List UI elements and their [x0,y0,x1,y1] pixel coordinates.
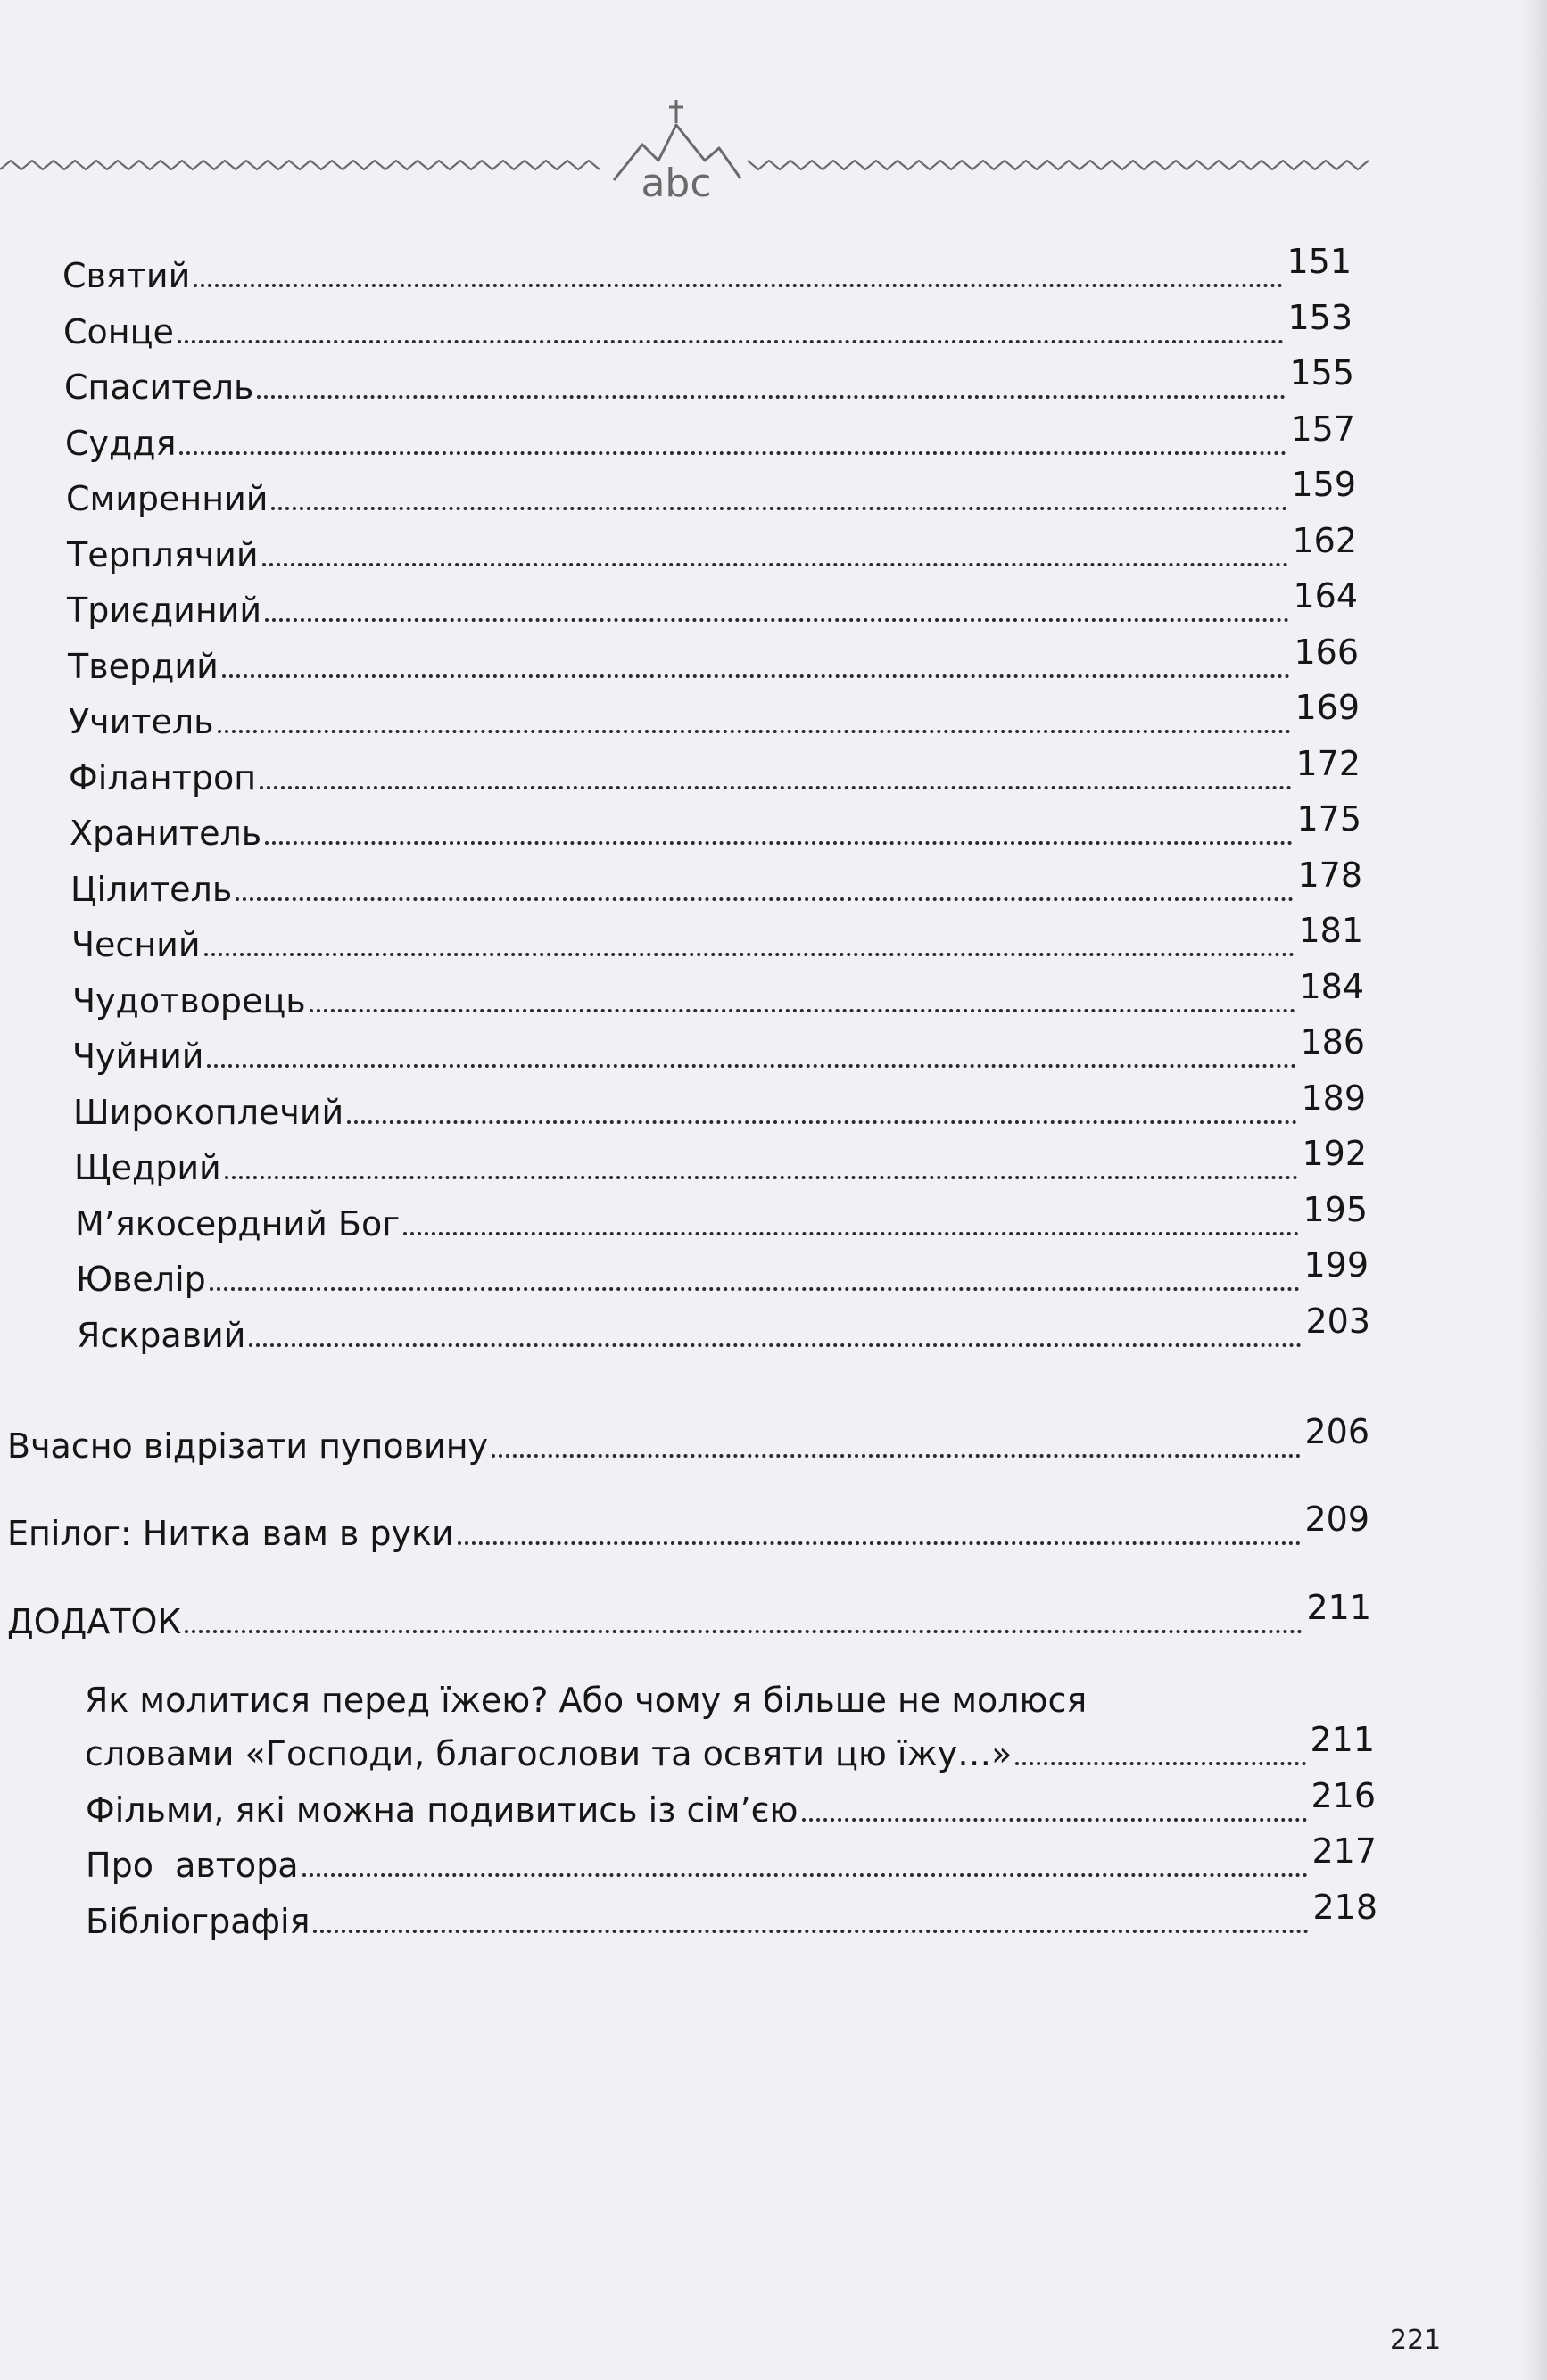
dot-leader [178,340,1285,343]
toc-section-title: ДОДАТОК [7,1602,182,1641]
toc-entry-page: 186 [1300,1022,1365,1062]
dot-leader [458,1541,1302,1545]
appendix-item-title: Бібліографія [86,1902,310,1941]
toc-entry[interactable] [69,688,1360,743]
dot-leader [802,1818,1308,1822]
toc-entry-title: Твердий [68,647,219,686]
appendix-prayer-page: 211 [1310,1720,1375,1759]
dot-leader [207,1064,1296,1068]
toc-entry[interactable] [64,353,1354,409]
toc-entry-page: 178 [1297,855,1362,895]
toc-entry-title: Яскравий [77,1316,246,1355]
toc-entry[interactable] [67,521,1357,576]
toc-entry-title: Триєдиний [67,591,262,630]
toc-entry-page: 203 [1305,1302,1370,1341]
dot-leader [302,1873,1309,1877]
toc-entry-title: Хранитель [70,814,262,853]
toc-entry-page: 195 [1303,1190,1368,1229]
toc-entry[interactable] [70,855,1362,911]
appendix-prayer-entry[interactable] [85,1720,1375,1775]
appendix-prayer-line2: словами «Господи, благослови та освяти цю їжу…» [85,1734,1013,1773]
toc-entry-title: Суддя [65,424,177,463]
toc-section-page: 206 [1304,1412,1369,1451]
dot-leader [249,1343,1302,1347]
dot-leader [313,1930,1309,1933]
toc-entry-page: 189 [1301,1078,1366,1118]
toc-entry[interactable] [70,799,1361,855]
dot-leader [1015,1762,1306,1765]
toc-entry-title: Смиренний [66,479,269,518]
toc-entry[interactable] [74,1134,1367,1189]
appendix-item-page: 217 [1311,1831,1377,1871]
toc-entry-title: Терплячий [67,535,259,574]
toc-entry[interactable] [73,1078,1366,1134]
toc-entry-page: 162 [1292,521,1357,560]
toc-entry[interactable] [67,576,1358,632]
toc-entry[interactable] [77,1302,1370,1357]
toc-entry[interactable] [68,632,1359,688]
dot-leader [225,1176,1299,1179]
toc-entry-page: 151 [1286,242,1352,281]
toc-section-entry[interactable] [7,1588,1371,1643]
toc-section-page: 211 [1306,1588,1371,1627]
appendix-prayer-line1: Як молитися перед їжею? Або чому я більше не молюся [85,1681,1088,1720]
toc-section-entry[interactable] [7,1500,1369,1555]
toc-section-title: Вчасно відрізати пуповину [7,1426,489,1466]
toc-entry-title: Чудотворець [72,981,306,1021]
dot-leader [310,1009,1296,1012]
dot-leader [265,841,1293,845]
toc-entry-title: Чесний [71,925,201,964]
toc-entry-page: 192 [1302,1134,1367,1173]
toc-entry-page: 153 [1287,298,1353,337]
toc-entry-page: 175 [1296,799,1361,839]
dot-leader [210,1287,1301,1291]
toc-section-page: 209 [1304,1500,1369,1539]
dot-leader [179,451,1286,455]
dot-leader [185,1630,1303,1633]
toc-entry[interactable] [63,298,1353,353]
toc-section-title: Епілог: Нитка вам в руки [7,1514,454,1553]
toc-entry-page: 169 [1295,688,1360,727]
toc-entry[interactable] [72,1022,1365,1078]
toc-entry-page: 166 [1294,632,1359,672]
toc-entry-page: 155 [1289,353,1354,393]
dot-leader [271,507,1287,510]
dot-leader [262,563,1289,566]
page-number: 221 [1390,2325,1442,2356]
toc-entry-title: Сонце [63,312,174,351]
toc-entry-title: Широкоплечий [73,1093,344,1132]
toc-entry-title: М’якосердний Бог [75,1204,401,1244]
toc-section-entry[interactable] [7,1412,1369,1467]
toc-entry-page: 199 [1303,1245,1369,1285]
toc-entry-page: 184 [1299,967,1364,1006]
appendix-item-title: Фільми, які можна подивитись із сім’єю [86,1790,798,1830]
toc-entry[interactable] [62,242,1352,297]
dot-leader [265,618,1289,622]
toc-entry-title: Чуйний [72,1037,204,1076]
dot-leader [222,674,1291,678]
toc-entry-title: Святий [62,256,191,295]
appendix-item-title: Про автора [86,1846,299,1885]
toc-entry-page: 172 [1295,744,1361,783]
appendix-item-page: 216 [1311,1776,1376,1815]
dot-leader [403,1232,1299,1235]
logo-text: abc [641,161,712,205]
appendix-item[interactable] [86,1888,1377,1943]
dot-leader [236,897,1294,901]
appendix-item[interactable] [86,1831,1377,1887]
toc-entry-page: 157 [1290,409,1355,449]
dot-leader [204,953,1295,956]
dot-leader [218,730,1292,733]
toc-entry[interactable] [75,1190,1368,1245]
dot-leader [194,284,1283,287]
toc-entry-page: 159 [1291,465,1356,504]
toc-entry-page: 181 [1298,911,1363,950]
toc-entry-title: Щедрий [74,1148,221,1187]
appendix-item-page: 218 [1312,1888,1377,1927]
dot-leader [260,786,1292,789]
toc-entry[interactable] [71,911,1363,966]
toc-entry[interactable] [69,744,1361,799]
toc-entry-title: Спаситель [64,368,254,407]
toc-entry-title: Учитель [69,702,214,741]
toc-entry[interactable] [65,409,1355,465]
dot-leader [347,1120,1297,1124]
toc-entry[interactable] [76,1245,1369,1301]
toc-entry[interactable] [66,465,1356,520]
toc-entry-page: 164 [1293,576,1358,616]
toc-entry-title: Ювелір [76,1260,206,1299]
toc-entry-title: Цілитель [70,870,233,909]
dot-leader [257,395,1286,399]
toc-entry-title: Філантроп [69,758,257,797]
appendix-item[interactable] [86,1776,1376,1831]
dot-leader [492,1454,1301,1458]
toc-entry[interactable] [72,967,1364,1022]
